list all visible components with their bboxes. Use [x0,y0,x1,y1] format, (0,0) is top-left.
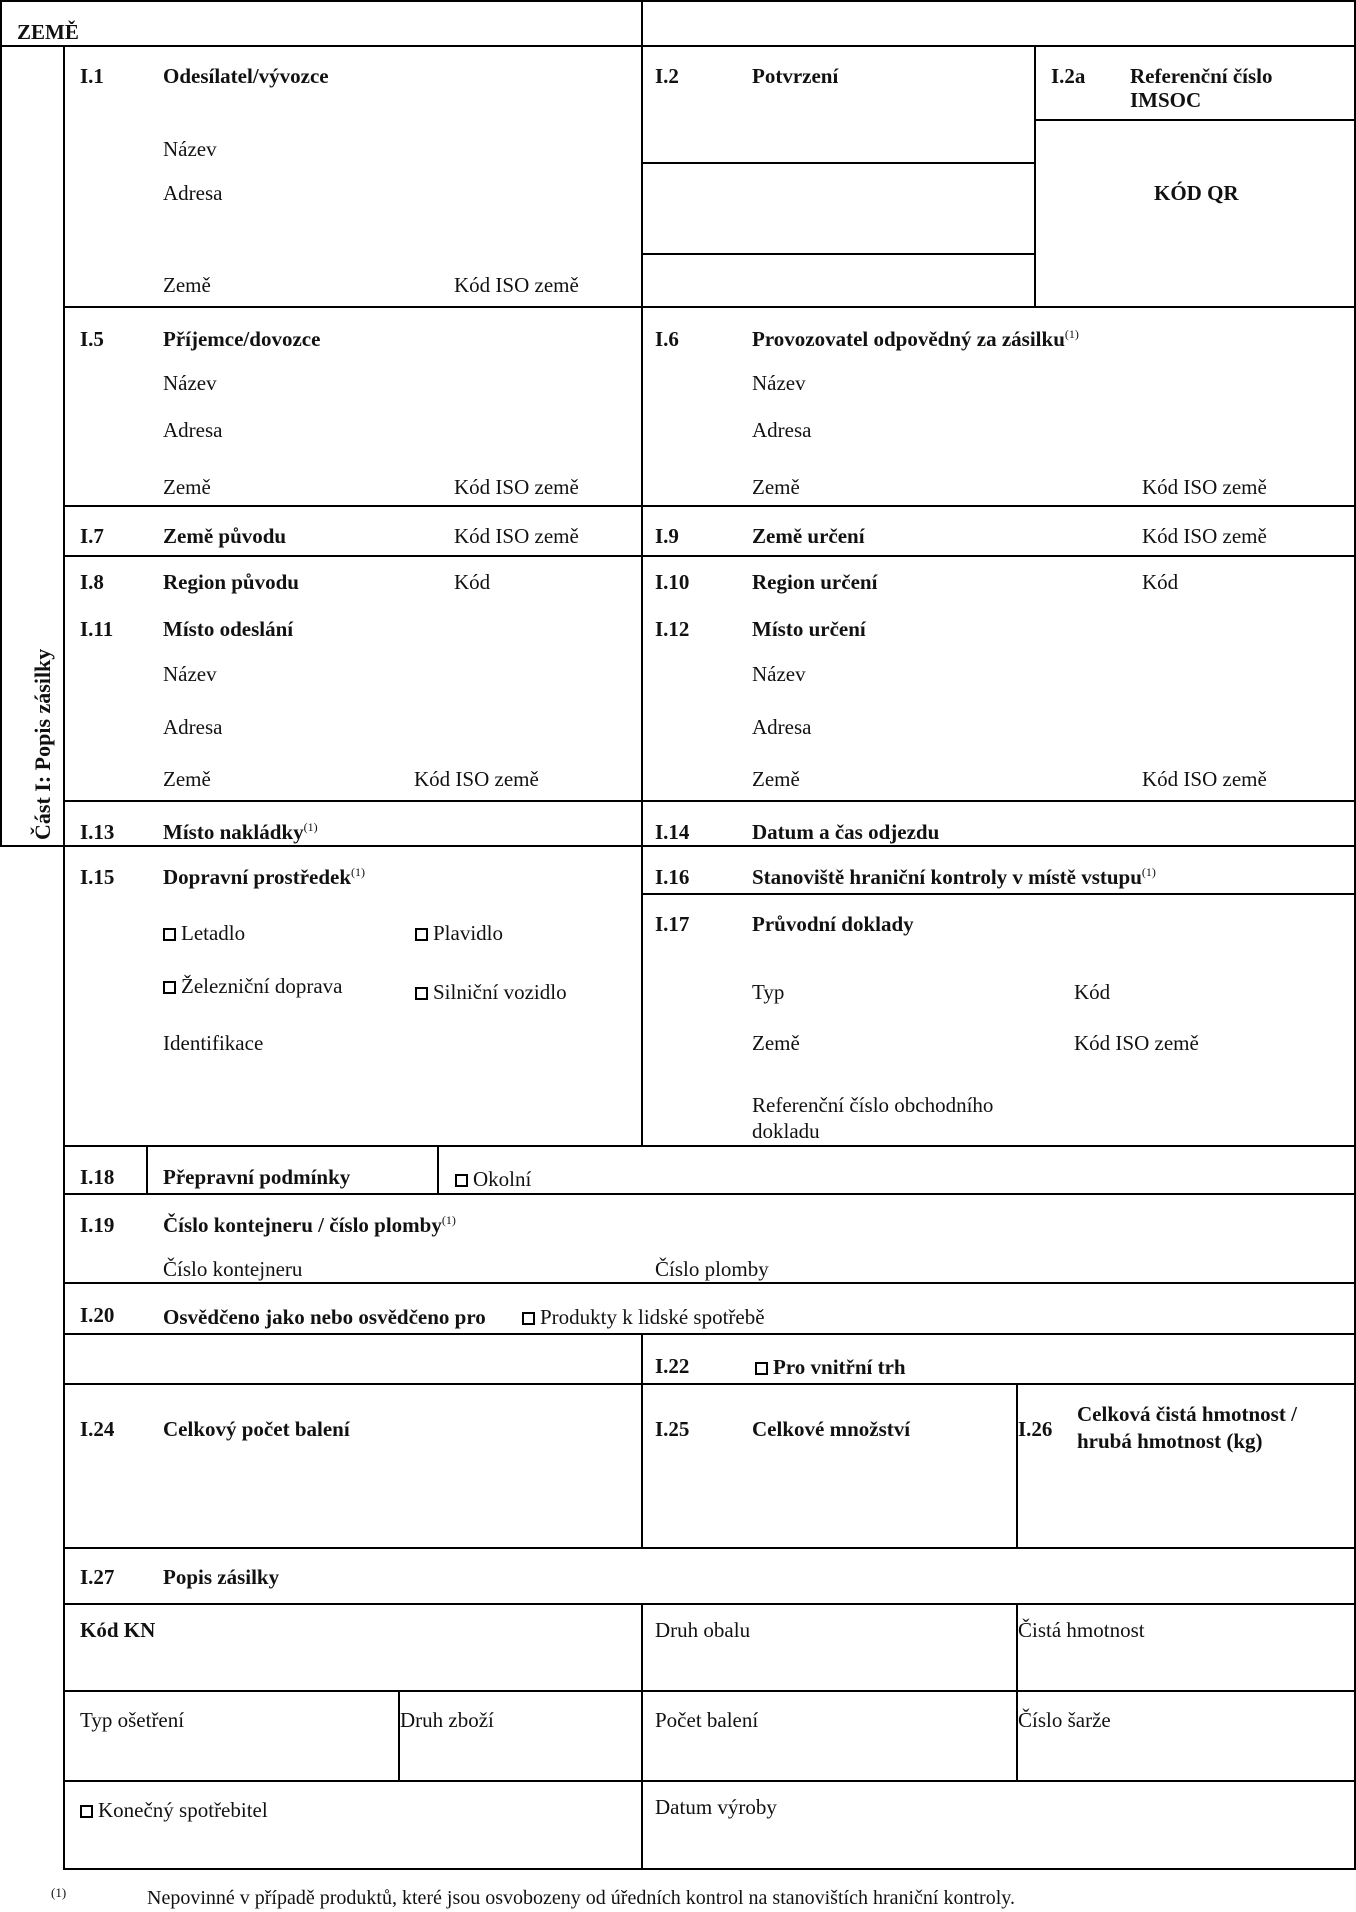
box-title-wrap [752,866,1156,890]
rule [63,1333,1356,1335]
checkbox-label: Železniční doprava [181,974,343,998]
rule [0,0,1356,2]
checkbox-icon [522,1312,535,1325]
field-label-iso-code: Kód ISO země [414,767,539,791]
rule [641,0,643,46]
field-label-cn-code: Kód KN [80,1618,156,1642]
field-label-iso-code: Kód ISO země [454,273,579,297]
field-label-code: Kód [1074,980,1111,1004]
checkbox-icon [415,987,428,1000]
country-header: ZEMĚ [17,20,79,44]
box-title: Dopravní prostředek [163,865,352,889]
checkbox-railway[interactable] [163,975,343,999]
rule [1034,119,1356,121]
field-label-iso-code: Kód ISO země [1142,767,1267,791]
box-title: Stanoviště hraniční kontroly v místě vstupu [752,865,1142,889]
field-label-name: Název [163,371,217,395]
box-number: I.13 [80,820,115,844]
box-number: I.15 [80,865,115,889]
field-label-iso-code: Kód ISO země [1074,1031,1199,1055]
rule [1016,1383,1018,1548]
footnote-ref: (1) [1141,865,1156,879]
box-title: Místo odeslání [163,617,294,641]
field-label-country: Země [752,1031,800,1055]
field-label-code: Kód [454,570,491,594]
box-title: Datum a čas odjezdu [752,820,940,844]
field-label-identification: Identifikace [163,1031,264,1055]
rule [63,1603,1356,1605]
box-number: I.26 [1018,1417,1053,1441]
box-title: Celkové množství [752,1417,911,1441]
field-label-name: Název [163,662,217,686]
checkbox-label: Plavidlo [433,921,504,945]
field-label-goods-type: Druh zboží [400,1708,494,1732]
footnote-ref: (1) [303,820,318,834]
box-title-wrap [163,866,365,890]
box-number: I.27 [80,1565,115,1589]
box-number: I.2 [655,64,679,88]
field-label-address: Adresa [752,418,812,442]
checkbox-icon [163,981,176,994]
field-label-country: Země [163,475,211,499]
box-title: Číslo kontejneru / číslo plomby [163,1213,442,1237]
box-title-wrap [163,821,318,845]
box-number: I.5 [80,327,104,351]
field-label-country: Země [752,475,800,499]
rule [63,505,1356,507]
field-label-country: Země [752,767,800,791]
rule [63,1282,1356,1284]
rule [63,1383,1356,1385]
box-title: Region původu [163,570,299,594]
field-label-commercial-doc-ref: Referenční číslo obchodního [752,1093,994,1117]
field-label-type: Typ [752,980,785,1004]
rule [641,162,1036,164]
box-number: I.18 [80,1165,115,1189]
field-label-name: Název [752,662,806,686]
rule [641,253,1036,255]
rule [1034,45,1036,308]
box-title: Celková čistá hmotnost / [1077,1402,1297,1426]
box-number: I.24 [80,1417,115,1441]
box-title-cont: hrubá hmotnost (kg) [1077,1429,1263,1453]
box-number: I.25 [655,1417,690,1441]
field-label-address: Adresa [163,418,223,442]
box-title: Provozovatel odpovědný za zásilku [752,327,1065,351]
field-label-iso-code: Kód ISO země [454,475,579,499]
rule [398,1690,400,1781]
checkbox-label: Pro vnitřní trh [773,1355,906,1379]
checkbox-label: Produkty k lidské spotřebě [540,1305,765,1329]
rule [0,845,1356,847]
field-label-name: Název [163,137,217,161]
rule [63,1145,1356,1147]
rule [63,45,65,1870]
field-label-package-type: Druh obalu [655,1618,751,1642]
checkbox-icon [455,1174,468,1187]
box-title: Země určení [752,524,865,548]
box-title: Odesílatel/vývozce [163,64,329,88]
field-label-iso-code: Kód ISO země [1142,524,1267,548]
footnote-mark: (1) [51,1885,67,1900]
box-title: Místo nakládky [163,820,304,844]
box-title: Příjemce/dovozce [163,327,321,351]
field-label-container-number: Číslo kontejneru [163,1257,303,1281]
rule [63,1780,1356,1782]
box-title: Osvědčeno jako nebo osvědčeno pro [163,1305,486,1329]
rule [63,1690,1356,1692]
side-section-label: Část I: Popis zásilky [30,648,55,840]
checkbox-internal-market[interactable] [755,1356,906,1380]
rule [63,555,1356,557]
field-label-country: Země [163,767,211,791]
rule [437,1145,439,1194]
rule [63,306,1356,308]
field-label-address: Adresa [163,181,223,205]
rule [0,45,1356,47]
rule [63,1193,1356,1195]
field-label-iso-code: Kód ISO země [454,524,579,548]
field-label-name: Název [752,371,806,395]
footnote-ref: (1) [1064,327,1079,341]
box-title: Celkový počet balení [163,1417,350,1441]
box-number: I.17 [655,912,690,936]
box-number: I.20 [80,1303,115,1327]
field-label-country: Země [163,273,211,297]
checkbox-aircraft[interactable] [163,922,245,946]
box-title: Popis zásilky [163,1565,280,1589]
box-number: I.10 [655,570,690,594]
field-label-code: Kód [1142,570,1179,594]
box-number: I.16 [655,865,690,889]
box-title: Referenční číslo IMSOC [1130,64,1273,112]
field-label-production-date: Datum výroby [655,1795,777,1819]
rule [641,1603,643,1870]
rule [63,800,1356,802]
box-number: I.1 [80,64,104,88]
field-label-iso-code: Kód ISO země [1142,475,1267,499]
box-title: Přepravní podmínky [163,1165,351,1189]
box-title-wrap [163,1214,456,1238]
footnote-text: Nepovinné v případě produktů, které jsou osvobozeny od úředních kontrol na stanovištích hraniční kontroly. [147,1887,1015,1909]
checkbox-label: Silniční vozidlo [433,980,567,1004]
rule [641,893,1356,895]
box-title: Místo určení [752,617,866,641]
footnote-ref: (1) [351,865,366,879]
box-number: I.8 [80,570,104,594]
checkbox-icon [755,1362,768,1375]
box-title: Průvodní doklady [752,912,914,936]
box-number: I.11 [80,617,114,641]
box-number: I.7 [80,524,104,548]
box-number: I.19 [80,1213,115,1237]
checkbox-icon [80,1805,93,1818]
box-number: I.22 [655,1354,690,1378]
box-number: I.14 [655,820,690,844]
field-label-package-count: Počet balení [655,1708,759,1732]
checkbox-label: Okolní [473,1167,532,1191]
box-number: I.12 [655,617,690,641]
box-title: Region určení [752,570,878,594]
checkbox-label: Konečný spotřebitel [98,1798,268,1822]
rule [0,0,2,846]
checkbox-ambient[interactable] [455,1168,531,1192]
field-label-seal-number: Číslo plomby [655,1257,769,1281]
field-label-treatment-type: Typ ošetření [80,1708,185,1732]
rule [146,1145,148,1194]
field-label-batch-number: Číslo šarže [1018,1708,1111,1732]
rule [641,45,643,1145]
box-number: I.6 [655,327,679,351]
checkbox-final-consumer[interactable] [80,1799,268,1823]
footnote-ref: (1) [441,1213,456,1227]
field-label-address: Adresa [163,715,223,739]
checkbox-road-vehicle[interactable] [415,981,567,1005]
checkbox-icon [415,928,428,941]
box-title: Potvrzení [752,64,839,88]
checkbox-human-consumption[interactable] [522,1306,765,1330]
box-number: I.9 [655,524,679,548]
checkbox-vessel[interactable] [415,922,503,946]
checkbox-label: Letadlo [181,921,246,945]
rule [63,1868,1356,1870]
rule [63,1547,1356,1549]
rule [641,1333,643,1548]
box-number: I.2a [1051,64,1086,88]
qr-code-placeholder: KÓD QR [1154,181,1239,205]
field-label-address: Adresa [752,715,812,739]
checkbox-icon [163,928,176,941]
field-label-net-weight: Čistá hmotnost [1018,1618,1145,1642]
box-title-wrap [752,328,1079,352]
box-title: Země původu [163,524,287,548]
field-label-commercial-doc-ref-cont: dokladu [752,1119,820,1143]
